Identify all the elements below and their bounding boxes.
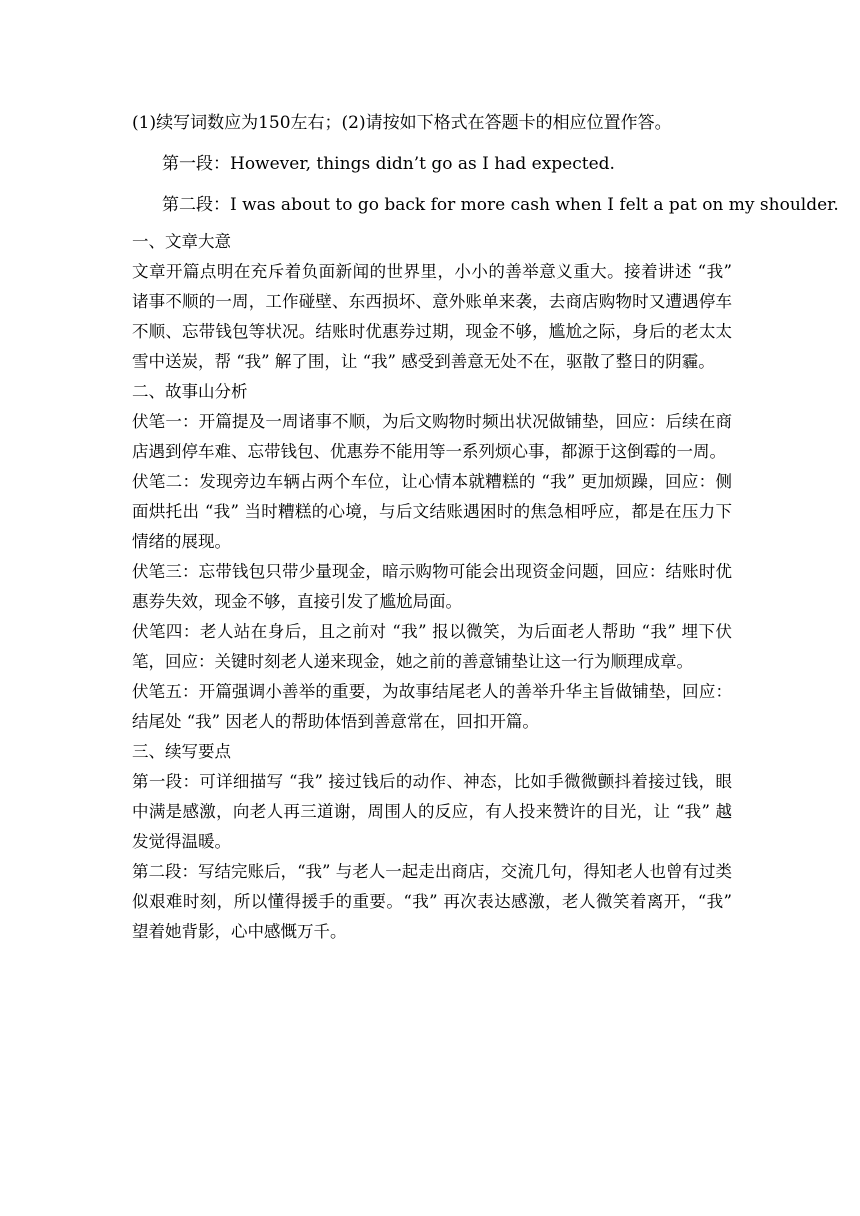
section-heading: 一、文章大意 [132,232,231,251]
foreshadow-item-5: 伏笔五：开篇强调小善举的重要，为故事结尾老人的善举升华主旨做铺垫，回应：结尾处 “我” 因老人的帮助体悟到善意常在，回扣开篇。 [132,682,732,731]
foreshadow-item-1: 伏笔一：开篇提及一周诸事不顺，为后文购物时频出状况做铺垫，回应：后续在商店遇到停车难、忘带钱包、优惠券不能用等一系列烦心事，都源于这倒霉的一周。 [132,412,732,461]
summary-paragraph: 文章开篇点明在充斥着负面新闻的世界里，小小的善举意义重大。接着讲述 “我” 诸事不顺的一周，工作碰壁、东西损坏、意外账单来袭，去商店购物时又遭遇停车不顺、忘带钱包等状况。结账时优惠券过期，现金不够，尴尬之际，身后的老太太雪中送炭，帮 “我” 解了围，让 “我” 感受到善意无处不在，驱散了整日的阴霾。 [132,262,732,371]
section-writing-points [132,737,732,947]
prompt-paragraph-2: 第二段：I was about to go back for more cash when I felt a pat on my shoulder. [162,195,839,215]
writing-point-1: 第一段：可详细描写 “我” 接过钱后的动作、神态，比如手微微颤抖着接过钱，眼中满是感激，向老人再三道谢，周围人的反应，有人投来赞许的目光，让 “我” 越发觉得温暖。 [132,772,732,851]
section-heading: 三、续写要点 [132,742,231,761]
writing-requirements: (1)续写词数应为150左右；(2)请按如下格式在答题卡的相应位置作答。 [132,113,672,133]
writing-point-2: 第二段：写结完账后，“我” 与老人一起走出商店，交流几句，得知老人也曾有过类似艰难时刻，所以懂得援手的重要。“我” 再次表达感激，老人微笑着离开，“我” 望着她背影，心中感慨万千。 [132,862,732,941]
section-heading: 二、故事山分析 [132,382,248,401]
foreshadow-item-3: 伏笔三：忘带钱包只带少量现金，暗示购物可能会出现资金问题，回应：结账时优惠券失效，现金不够，直接引发了尴尬局面。 [132,562,732,611]
foreshadow-item-2: 伏笔二：发现旁边车辆占两个车位，让心情本就糟糕的 “我” 更加烦躁，回应：侧面烘托出 “我” 当时糟糕的心境，与后文结账遇困时的焦急相呼应，都是在压力下情绪的展现。 [132,472,732,551]
document-page [132,108,839,947]
section-summary [132,227,732,377]
foreshadow-item-4: 伏笔四：老人站在身后，且之前对 “我” 报以微笑，为后面老人帮助 “我” 埋下伏笔，回应：关键时刻老人递来现金，她之前的善意铺垫让这一行为顺理成章。 [132,622,732,671]
section-story-mountain [132,377,732,737]
prompt-paragraph-1: 第一段：However, things didn’t go as I had expected. [162,154,615,174]
